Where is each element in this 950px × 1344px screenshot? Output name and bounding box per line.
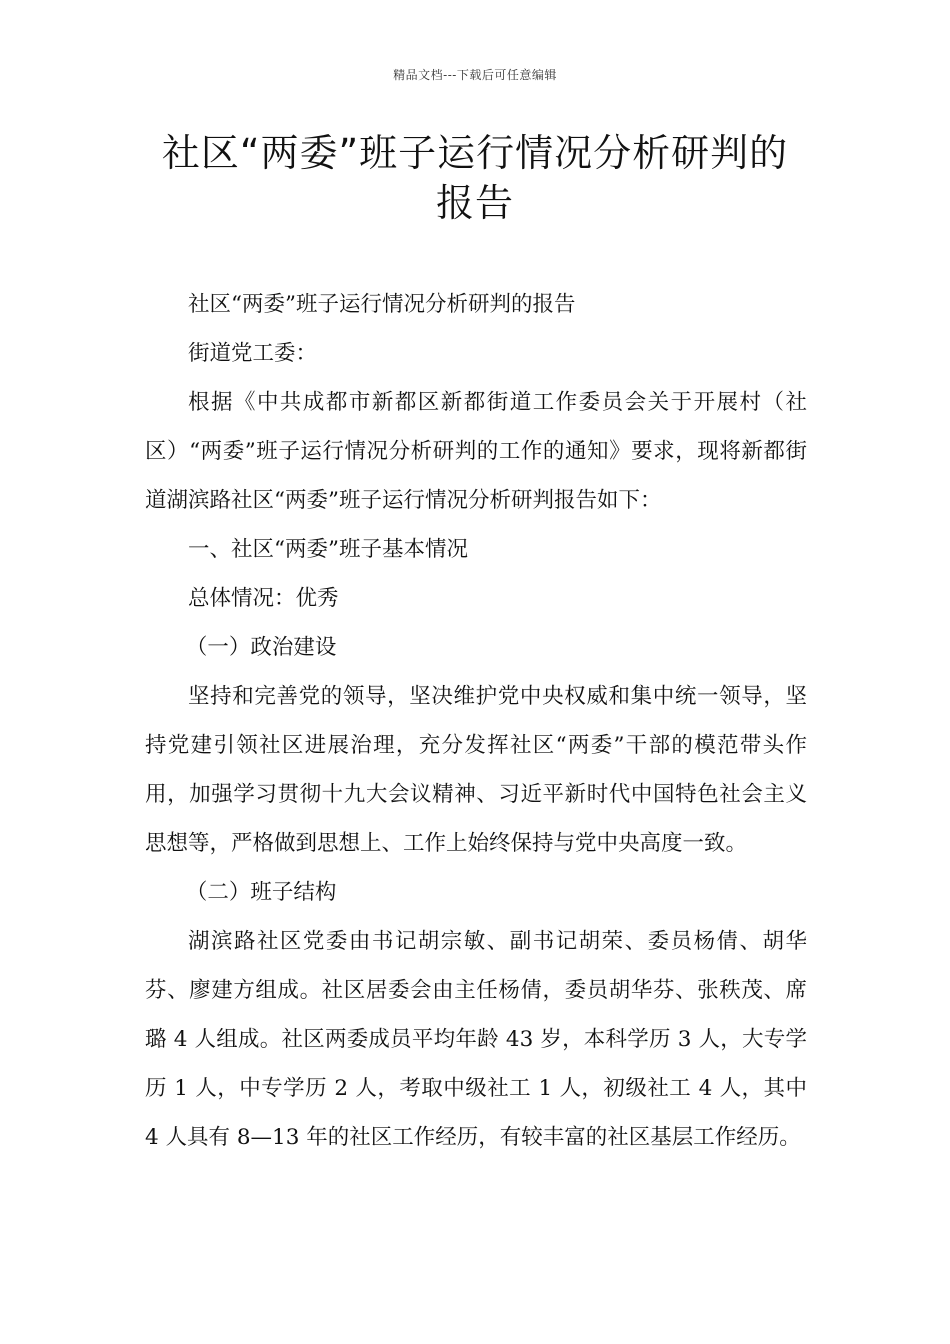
- political-construction-paragraph: 坚持和完善党的领导，坚决维护党中央权威和集中统一领导，坚持党建引领社区进展治理，充分发挥社区“两委”干部的模范带头作用，加强学习贯彻十九大会议精神、习近平新时代中国特色社会主义思想等，严格做到思想上、工作上始终保持与党中央高度一致。: [145, 684, 807, 856]
- document-body: [145, 280, 807, 1162]
- title-line-1: 社区“两委”班子运行情况分析研判的: [161, 131, 789, 175]
- subtitle-paragraph: 社区“两委”班子运行情况分析研判的报告: [188, 292, 576, 317]
- intro-paragraph: 根据《中共成都市新都区新都街道工作委员会关于开展村（社区）“两委”班子运行情况分析研判的工作的通知》要求，现将新都街道湖滨路社区“两委”班子运行情况分析研判报告如下：: [145, 390, 807, 513]
- section-heading-1: 一、社区“两委”班子基本情况: [188, 537, 468, 562]
- subsection-heading-2: （二）班子结构: [185, 880, 337, 905]
- header-note: 精品文档---下载后可任意编辑: [393, 68, 557, 82]
- title-line-2: 报告: [435, 181, 514, 225]
- team-structure-paragraph: 湖滨路社区党委由书记胡宗敏、副书记胡荣、委员杨倩、胡华芬、廖建方组成。社区居委会由主任杨倩，委员胡华芬、张秩茂、席璐 4 人组成。社区两委成员平均年龄 43 岁，本科学历 3 人，大专学历 1 人，中专学历 2 人，考取中级社工 1 人，初级社工 4 人，其中 4 人具有 8—13 年的社区工作经历，有较丰富的社区基层工作经历。: [145, 929, 807, 1150]
- subsection-heading-1: （一）政治建设: [185, 635, 337, 660]
- document-title: [130, 128, 820, 228]
- salutation-paragraph: 街道党工委：: [188, 341, 318, 366]
- overall-status: 总体情况：优秀: [188, 586, 339, 611]
